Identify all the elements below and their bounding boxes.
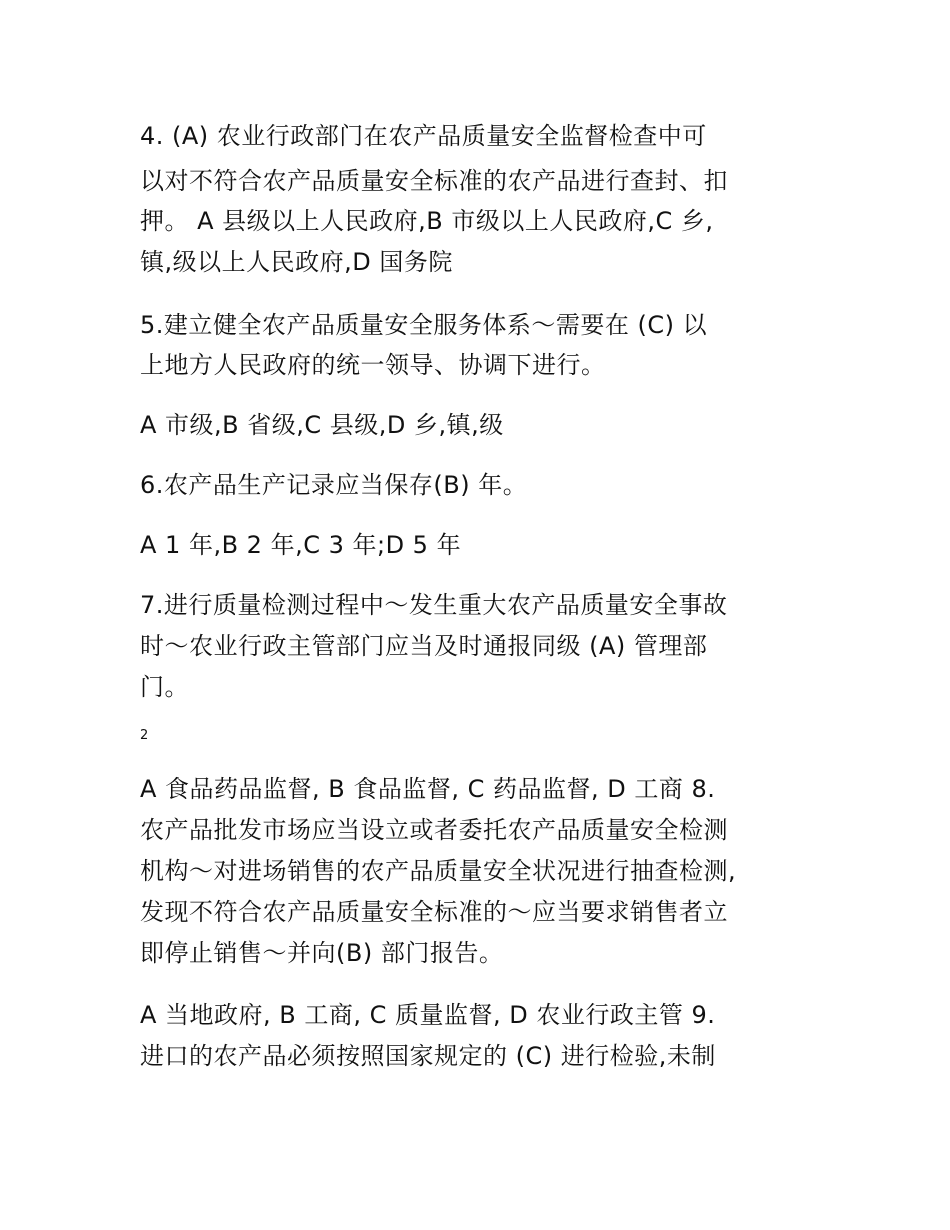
text-line: 上地方人民政府的统一领导、协调下进行。 — [140, 351, 606, 379]
text-line: A 市级,B 省级,C 县级,D 乡,镇,级 — [140, 411, 504, 439]
text-line: 时～农业行政主管部门应当及时通报同级 (A) 管理部 — [140, 632, 708, 660]
text-line: A 1 年,B 2 年,C 3 年;D 5 年 — [140, 531, 462, 559]
text-line: A 当地政府, B 工商, C 质量监督, D 农业行政主管 9. — [140, 1001, 716, 1029]
text-line: 镇,级以上人民政府,D 国务院 — [140, 248, 453, 276]
text-line: A 食品药品监督, B 食品监督, C 药品监督, D 工商 8. — [140, 775, 716, 803]
text-line: 进口的农产品必须按照国家规定的 (C) 进行检验,未制 — [140, 1042, 716, 1070]
text-line: 农产品批发市场应当设立或者委托农产品质量安全检测 — [140, 816, 728, 844]
text-line: 以对不符合农产品质量安全标准的农产品进行查封、扣 — [140, 167, 728, 195]
page-number: 2 — [140, 728, 149, 743]
text-line: 5.建立健全农产品质量安全服务体系～需要在 (C) 以 — [140, 311, 708, 339]
text-line: 6.农产品生产记录应当保存(B) 年。 — [140, 471, 528, 499]
text-line: 4. (A) 农业行政部门在农产品质量安全监督检查中可 — [140, 122, 707, 150]
text-line: 即停止销售～并向(B) 部门报告。 — [140, 939, 504, 967]
text-line: 门。 — [140, 673, 189, 701]
text-line: 发现不符合农产品质量安全标准的～应当要求销售者立 — [140, 898, 728, 926]
text-line: 押。 A 县级以上人民政府,B 市级以上人民政府,C 乡, — [140, 207, 714, 235]
text-line: 7.进行质量检测过程中～发生重大农产品质量安全事故 — [140, 591, 728, 619]
text-line: 机构～对进场销售的农产品质量安全状况进行抽查检测, — [140, 857, 737, 885]
